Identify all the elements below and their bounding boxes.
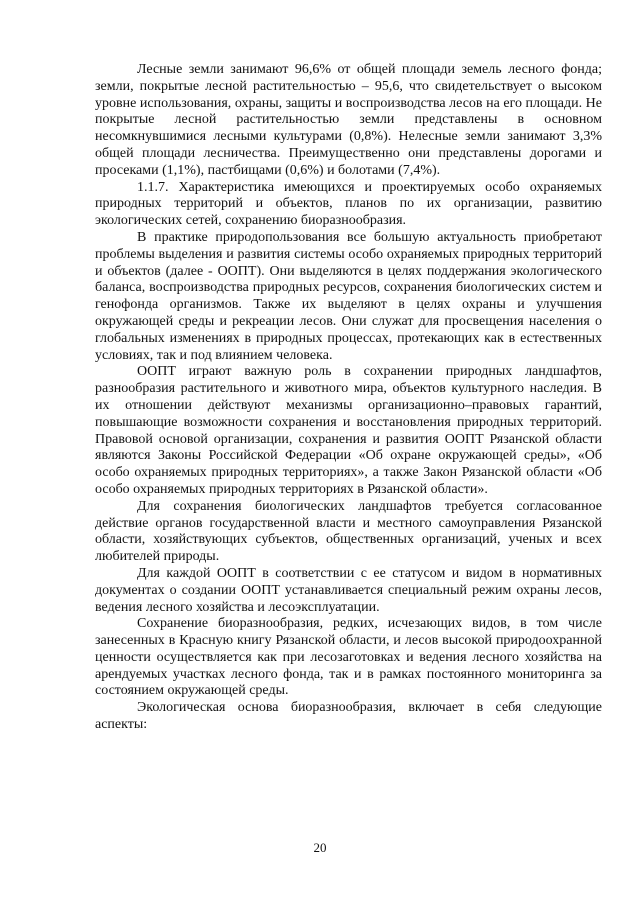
- document-page: [95, 62, 602, 734]
- paragraph-biodiversity-preservation: Сохранение биоразнообразия, редких, исчезающих видов, в том числе занесенных в Красную книгу Рязанской области, и лесов высокой природоохранной ценности осуществляется как при лесозаготовках и ведения лесного хозяйства на арендуемых участках лесного фонда, так и в рамках постоянного мониторинга за состоянием окружающей среды.: [95, 616, 602, 699]
- paragraph-oopt-intro: В практике природопользования все большую актуальность приобретают проблемы выделения и развития системы особо охраняемых природных территорий и объектов (далее - ООПТ). Они выделяются в целях поддержания экологического баланса, воспроизводства природных ресурсов, сохранения биологических систем и генофонда организмов. Также их выделяют в целях охраны и улучшения окружающей среды и рекреации лесов. Они служат для просвещения населения о глобальных изменениях в природных процессах, протекающих как в естественных условиях, так и под влиянием человека.: [95, 229, 602, 363]
- paragraph-oopt-regime: Для каждой ООПТ в соответствии с ее статусом и видом в нормативных документах о создании ООПТ устанавливается специальный режим охраны лесов, ведения лесного хозяйства и лесоэксплуатации.: [95, 565, 602, 615]
- page-number: 20: [313, 840, 327, 855]
- paragraph-landscape-preservation: Для сохранения биологических ландшафтов требуется согласованное действие органов государственной власти и местного самоуправления Рязанской области, хозяйствующих субъектов, общественных организаций, ученых и всех любителей природы.: [95, 498, 602, 565]
- paragraph-forest-lands: Лесные земли занимают 96,6% от общей площади земель лесного фонда; земли, покрытые лесной растительностью – 95,6, что свидетельствует о высоком уровне использования, охраны, защиты и воспроизводства лесов на его площади. Не покрытые лесной растительностью земли представлены в основном несомкнувшимися лесными культурами (0,8%). Нелесные земли занимают 3,3% общей площади лесничества. Преимущественно они представлены дорогами и просеками (1,1%), пастбищами (0,6%) и болотами (7,4%).: [95, 62, 602, 178]
- paragraph-ecological-basis: Экологическая основа биоразнообразия, включает в себя следующие аспекты:: [95, 700, 602, 733]
- section-heading-1-1-7: 1.1.7. Характеристика имеющихся и проектируемых особо охраняемых природных территорий и объектов, планов по их организации, развитию экологических сетей, сохранению биоразнообразия.: [95, 179, 602, 229]
- paragraph-oopt-role: ООПТ играют важную роль в сохранении природных ландшафтов, разнообразия растительного и животного мира, объектов культурного наследия. В их отношении действуют механизмы организационно–правовых гарантий, повышающие возможности сохранения и восстановления природных территорий. Правовой основой организации, сохранения и развития ООПТ Рязанской области являются Законы Российской Федерации «Об охране окружающей среды», «Об особо охраняемых природных территориях», а также Закон Рязанской области «Об особо охраняемых природных территориях в Рязанской области».: [95, 364, 602, 497]
